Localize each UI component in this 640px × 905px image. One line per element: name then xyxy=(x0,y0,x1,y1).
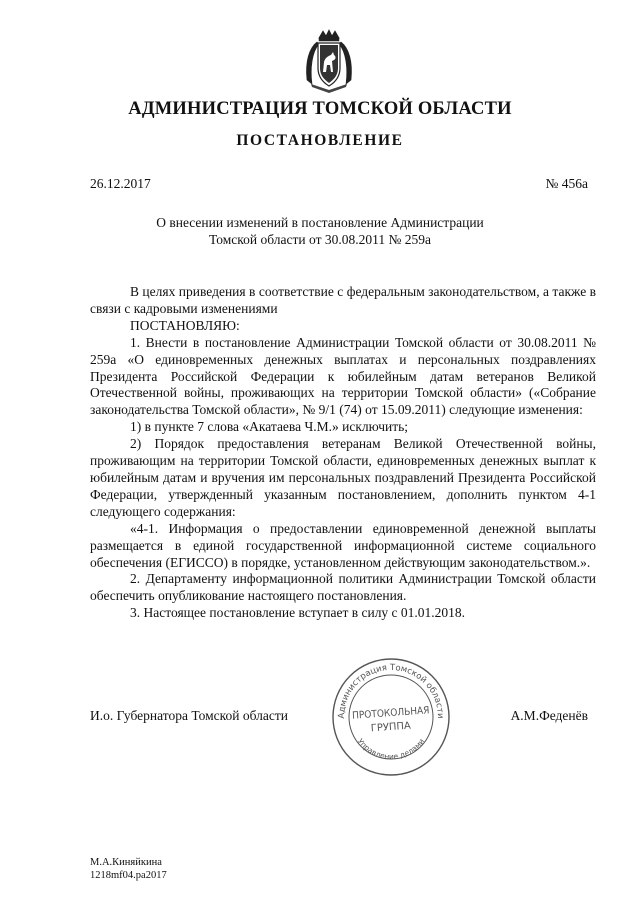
item-3-paragraph: 3. Настоящее постановление вступает в силу с 01.01.2018. xyxy=(130,605,466,621)
item-2-paragraph: 2. Департаменту информационной политики Администрации Томской области обеспечить опубликование настоящего постановления. xyxy=(90,571,596,604)
official-stamp xyxy=(330,656,452,778)
signer-name: А.М.Феденёв xyxy=(510,708,588,723)
stamp-center-line-1: ПРОТОКОЛЬНАЯ xyxy=(351,705,430,722)
decree-word: ПОСТАНОВЛЯЮ: xyxy=(130,317,240,333)
stamp-center-line-2: ГРУППА xyxy=(370,720,412,735)
svg-text:Управление делами xyxy=(356,737,426,761)
item-1-1-paragraph: 1) в пункте 7 слова «Акатаева Ч.М.» исключить; xyxy=(130,419,409,435)
document-date: 26.12.2017 xyxy=(90,176,151,191)
document-body xyxy=(90,284,596,622)
preamble-paragraph: В целях приведения в соответствие с федеральным законодательством, а также в связи с кадровыми изменениями xyxy=(90,284,596,316)
item-1-2-quote-paragraph: «4-1. Информация о предоставлении единовременной денежной выплаты размещается в единой государственной информационной системе социального обеспечения (ЕГИССО) в порядке, установленном действующим законодательством.». xyxy=(90,520,596,570)
subject-line-2: Томской области от 30.08.2011 № 259а xyxy=(209,232,431,247)
document-number: № 456а xyxy=(545,176,588,191)
document-subject xyxy=(0,214,640,248)
document-footer xyxy=(90,856,167,882)
coat-of-arms-icon xyxy=(299,28,359,94)
executor-name: М.А.Киняйкина xyxy=(90,857,162,868)
subject-line-1: О внесении изменений в постановление Администрации xyxy=(156,215,484,230)
signer-title: И.о. Губернатора Томской области xyxy=(90,708,288,723)
item-1-paragraph: 1. Внести в постановление Администрации Томской области от 30.08.2011 № 259а «О единовременных денежных выплатах и персональных поздравлениях Президента Российской Федерации к юбилейным датам ветеранов Великой Отечественной войны, проживающих на территории Томской области» («Собрание законодательства Томской области», № 9/1 (74) от 15.09.2011) следующие изменения: xyxy=(90,334,596,418)
document-code: 1218mf04.pa2017 xyxy=(90,870,167,881)
organization-title: АДМИНИСТРАЦИЯ ТОМСКОЙ ОБЛАСТИ xyxy=(128,99,512,119)
item-1-2-paragraph: 2) Порядок предоставления ветеранам Великой Отечественной войны, проживающим на территории Томской области, единовременных денежных выплат к юбилейным датам и вручения им персональных поздравлений Президента Российской Федерации, утвержденный указанным постановлением, дополнить пунктом 4-1 следующего содержания: xyxy=(90,436,596,519)
document-type-title: ПОСТАНОВЛЕНИЕ xyxy=(236,132,404,149)
stamp-ring-text: Администрация Томской области xyxy=(336,662,446,719)
stamp-bottom-text: Управление делами xyxy=(355,736,427,762)
